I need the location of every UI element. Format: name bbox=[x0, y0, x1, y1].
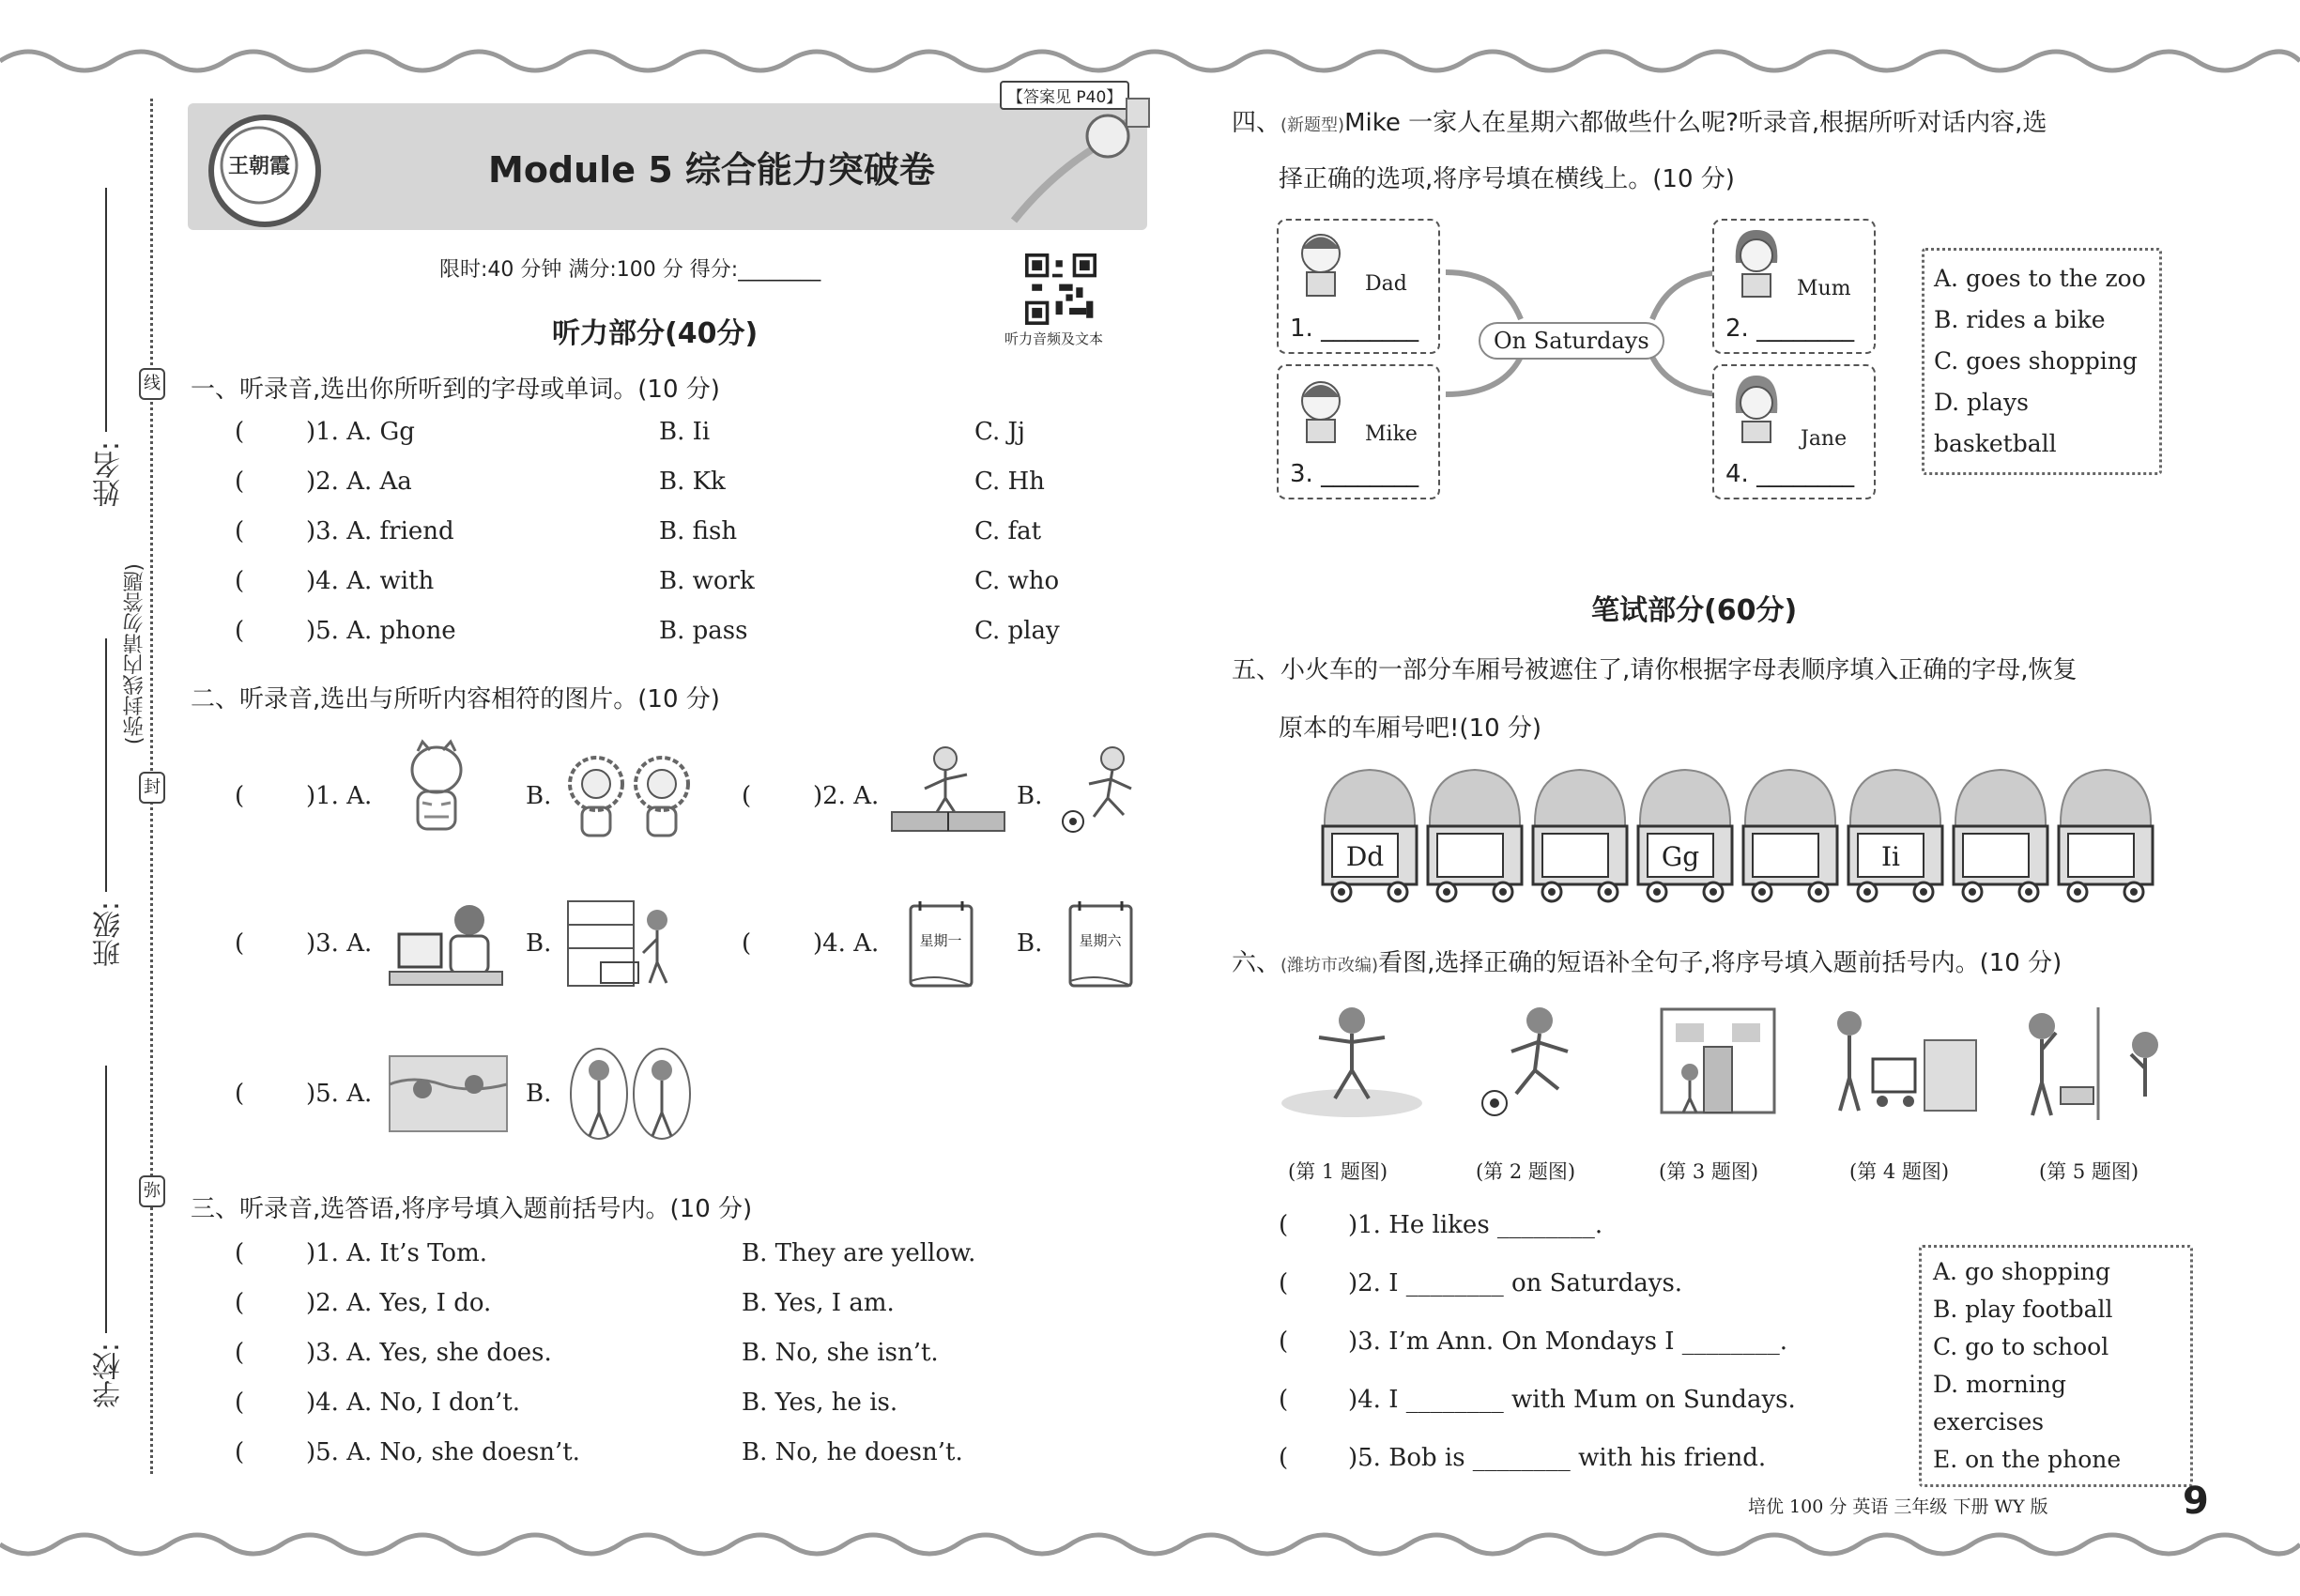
s1-option-b: B. pass bbox=[659, 617, 748, 645]
s3-option-b: B. Yes, I am. bbox=[742, 1289, 895, 1317]
dad-label: Dad bbox=[1365, 272, 1407, 296]
answer-paren[interactable]: ( bbox=[1279, 1269, 1289, 1297]
train-car bbox=[1529, 762, 1631, 903]
q2-5b-skipping-picture[interactable] bbox=[563, 1047, 699, 1150]
person-card-dad bbox=[1277, 219, 1440, 354]
section-4-heading-line2: 择正确的选项,将序号填在横线上。(10 分) bbox=[1279, 165, 1735, 193]
train-car bbox=[1424, 762, 1526, 903]
train-car bbox=[1740, 762, 1841, 903]
s3-option-a: )4. A. No, I don’t. bbox=[306, 1389, 521, 1417]
s2-option-a-label: )5. A. bbox=[306, 1080, 373, 1108]
answer-reference-tag: 【答案见 P40】 bbox=[1000, 81, 1129, 110]
page-title: Module 5 综合能力突破卷 bbox=[488, 149, 935, 191]
answer-paren[interactable]: ( bbox=[1279, 1386, 1289, 1414]
name-blank[interactable] bbox=[105, 188, 107, 432]
writing-title: 笔试部分(60分) bbox=[1591, 594, 1798, 627]
train-car-drawing bbox=[1950, 762, 2051, 903]
name-label: 姓名: bbox=[93, 441, 126, 508]
train-car-drawing bbox=[1634, 762, 1736, 903]
train-car bbox=[1950, 762, 2051, 903]
q2-3b-shopping-picture[interactable] bbox=[563, 897, 681, 990]
s1-option-b: B. Ii bbox=[659, 418, 711, 446]
mike-face-icon bbox=[1293, 371, 1349, 446]
s2-option-a-label: )3. A. bbox=[306, 929, 373, 958]
q2-4b-calendar-picture[interactable] bbox=[1061, 897, 1141, 995]
mascot-illustration bbox=[995, 89, 1155, 230]
s1-option-c: C. fat bbox=[974, 517, 1042, 545]
s6-option-b: B. play football bbox=[1933, 1296, 2113, 1323]
s1-option-c: C. who bbox=[974, 567, 1060, 595]
calendar-b-label: 星期六 bbox=[1079, 932, 1122, 949]
s6-pic1-exercises[interactable] bbox=[1277, 1000, 1427, 1122]
footer-text: 培优 100 分 英语 三年级 下册 WY 版 bbox=[1748, 1496, 2048, 1517]
s3-option-b: B. Yes, he is. bbox=[742, 1389, 898, 1417]
answer-paren[interactable]: ( bbox=[1279, 1444, 1289, 1472]
s4-option-b: B. rides a bike bbox=[1934, 306, 2106, 333]
q2-2b-football-picture[interactable] bbox=[1056, 742, 1150, 840]
section-6-heading: 六、(潍坊市改编)看图,选择正确的短语补全句子,将序号填入题前括号内。(10 分) bbox=[1232, 949, 2062, 977]
section-1-heading: 一、听录音,选出你所听到的字母或单词。(10 分) bbox=[191, 376, 720, 404]
answer-paren[interactable]: ( bbox=[742, 782, 752, 810]
answer-paren[interactable]: ( bbox=[235, 1289, 245, 1317]
mindmap-center-bubble: On Saturdays bbox=[1479, 322, 1664, 360]
train-car bbox=[1634, 762, 1736, 903]
s2-option-a-label: )1. A. bbox=[306, 782, 373, 810]
s1-option-b: B. work bbox=[659, 567, 755, 595]
mike-label: Mike bbox=[1365, 422, 1418, 446]
logo bbox=[208, 115, 321, 227]
person-card-mum bbox=[1712, 219, 1876, 354]
s3-option-a: )1. A. It’s Tom. bbox=[306, 1239, 488, 1267]
s6-sentence[interactable]: )3. I’m Ann. On Mondays I ________. bbox=[1348, 1327, 1788, 1356]
s6-option-c: C. go to school bbox=[1933, 1333, 2109, 1360]
section-6-options-box bbox=[1919, 1245, 2193, 1487]
s1-option-c: C. Jj bbox=[974, 418, 1025, 446]
q2-3a-computer-picture[interactable] bbox=[385, 897, 507, 990]
section-4-options-box bbox=[1922, 248, 2162, 475]
s2-option-b-label: B. bbox=[526, 782, 552, 810]
exam-limit-line: 限时:40 分钟 满分:100 分 得分:________ bbox=[439, 258, 821, 282]
calendar-a-label: 星期一 bbox=[919, 932, 962, 949]
s6-picture-caption: (第 5 题图) bbox=[2039, 1160, 2139, 1183]
s6-pic2-football[interactable] bbox=[1474, 1000, 1596, 1122]
answer-paren[interactable]: ( bbox=[235, 617, 245, 645]
mum-label: Mum bbox=[1797, 277, 1851, 300]
person-card-mike bbox=[1277, 364, 1440, 499]
section-5-heading-line2: 原本的车厢号吧!(10 分) bbox=[1279, 714, 1542, 743]
jane-answer-blank[interactable]: 4. ________ bbox=[1725, 460, 1855, 488]
s4-option-a: A. goes to the zoo bbox=[1934, 265, 2146, 292]
s3-option-a: )2. A. Yes, I do. bbox=[306, 1289, 492, 1317]
listening-title: 听力部分(40分) bbox=[552, 317, 759, 350]
s3-option-b: B. No, he doesn’t. bbox=[742, 1438, 963, 1466]
train-car-number: Dd bbox=[1345, 841, 1385, 872]
mike-answer-blank[interactable]: 3. ________ bbox=[1290, 460, 1419, 488]
s3-option-a: )3. A. Yes, she does. bbox=[306, 1339, 552, 1367]
s1-option-c: C. play bbox=[974, 617, 1060, 645]
train-car-number: Ii bbox=[1880, 841, 1900, 872]
q2-5a-swimming-picture[interactable] bbox=[385, 1047, 512, 1141]
s6-picture-caption: (第 1 题图) bbox=[1288, 1160, 1388, 1183]
s6-sentence[interactable]: )1. He likes ________. bbox=[1348, 1211, 1603, 1239]
s1-option-b: B. fish bbox=[659, 517, 738, 545]
s6-pic3-school[interactable] bbox=[1652, 1005, 1784, 1122]
top-wave-border bbox=[0, 38, 2300, 75]
s6-option-e: E. on the phone bbox=[1933, 1446, 2122, 1473]
answer-paren[interactable]: ( bbox=[235, 1438, 245, 1466]
s2-option-b-label: B. bbox=[526, 929, 552, 958]
s2-option-b-label: B. bbox=[1017, 929, 1043, 958]
s6-option-a: A. go shopping bbox=[1933, 1258, 2111, 1285]
train-car bbox=[2055, 762, 2156, 903]
s6-sentence[interactable]: )5. Bob is ________ with his friend. bbox=[1348, 1444, 1767, 1472]
answer-paren[interactable]: ( bbox=[235, 1239, 245, 1267]
school-blank[interactable] bbox=[105, 1066, 107, 1333]
class-blank[interactable] bbox=[105, 638, 107, 892]
jane-face-icon bbox=[1728, 371, 1785, 446]
s6-picture-caption: (第 2 题图) bbox=[1476, 1160, 1576, 1183]
s6-picture-caption: (第 4 题图) bbox=[1849, 1160, 1950, 1183]
train-car-drawing bbox=[2055, 762, 2156, 903]
s1-option-b: B. Kk bbox=[659, 468, 726, 496]
answer-paren[interactable]: ( bbox=[235, 929, 245, 958]
s3-option-a: )5. A. No, she doesn’t. bbox=[306, 1438, 580, 1466]
svg-text:王朝霞: 王朝霞 bbox=[227, 154, 291, 178]
dad-face-icon bbox=[1293, 225, 1349, 300]
s4-option-c: C. goes shopping bbox=[1934, 347, 2138, 375]
section-3-heading: 三、听录音,选答语,将序号填入题前括号内。(10 分) bbox=[191, 1195, 753, 1223]
seal-xian: 线 bbox=[139, 368, 165, 400]
section-4-heading: 四、(新题型)Mike 一家人在星期六都做些什么呢?听录音,根据所听对话内容,选 bbox=[1232, 109, 2047, 137]
s1-option-c: C. Hh bbox=[974, 468, 1045, 496]
page-number: 9 bbox=[2183, 1480, 2209, 1523]
answer-paren[interactable]: ( bbox=[235, 1339, 245, 1367]
s1-option-a: )4. A. with bbox=[306, 567, 435, 595]
qr-caption: 听力音频及文本 bbox=[1004, 330, 1104, 347]
train-car bbox=[1845, 762, 1946, 903]
dad-answer-blank[interactable]: 1. ________ bbox=[1290, 315, 1419, 343]
s6-sentence[interactable]: )2. I ________ on Saturdays. bbox=[1348, 1269, 1683, 1297]
bottom-wave-border bbox=[0, 1530, 2300, 1568]
s6-pic5-phone[interactable] bbox=[2004, 1003, 2187, 1125]
s1-option-a: )3. A. friend bbox=[306, 517, 454, 545]
section-5-heading: 五、小火车的一部分车厢号被遮住了,请你根据字母表顺序填入正确的字母,恢复 bbox=[1232, 656, 2078, 684]
s6-pic4-shopping[interactable] bbox=[1826, 1003, 1981, 1125]
s2-option-a-label: )4. A. bbox=[813, 929, 880, 958]
class-label: 班级: bbox=[93, 901, 126, 968]
train-car-number: Gg bbox=[1661, 841, 1700, 872]
answer-paren[interactable]: ( bbox=[235, 782, 245, 810]
school-label: 学校: bbox=[93, 1343, 126, 1409]
answer-paren[interactable]: ( bbox=[235, 468, 245, 496]
q2-4a-calendar-picture[interactable] bbox=[901, 897, 981, 995]
answer-paren[interactable]: ( bbox=[235, 567, 245, 595]
s1-option-a: )2. A. Aa bbox=[306, 468, 412, 496]
q2-2a-pingpong-picture[interactable] bbox=[887, 742, 1009, 840]
s2-option-b-label: B. bbox=[526, 1080, 552, 1108]
s2-option-b-label: B. bbox=[1017, 782, 1043, 810]
q2-1a-tiger-picture[interactable] bbox=[404, 737, 469, 840]
answer-paren[interactable]: ( bbox=[235, 1389, 245, 1417]
seal-feng: 封 bbox=[139, 772, 165, 804]
train-car-drawing bbox=[1424, 762, 1526, 903]
mum-face-icon bbox=[1728, 225, 1785, 300]
binding-notice: (弥封线内请勿答题) bbox=[123, 563, 146, 745]
answer-paren[interactable]: ( bbox=[235, 1080, 245, 1108]
s1-option-a: )1. A. Gg bbox=[306, 418, 415, 446]
seal-mi: 弥 bbox=[139, 1175, 165, 1207]
train-car-drawing bbox=[1845, 762, 1946, 903]
s6-sentence[interactable]: )4. I ________ with Mum on Sundays. bbox=[1348, 1386, 1796, 1414]
s2-option-a-label: )2. A. bbox=[813, 782, 880, 810]
person-card-jane bbox=[1712, 364, 1876, 499]
s3-option-b: B. No, she isn’t. bbox=[742, 1339, 939, 1367]
section-2-heading: 二、听录音,选出与所听内容相符的图片。(10 分) bbox=[191, 685, 720, 714]
answer-paren[interactable]: ( bbox=[235, 517, 245, 545]
s6-option-d: D. morning exercises bbox=[1933, 1371, 2066, 1435]
answer-paren[interactable]: ( bbox=[1279, 1211, 1289, 1239]
train-car bbox=[1319, 762, 1420, 903]
answer-paren[interactable]: ( bbox=[1279, 1327, 1289, 1356]
s6-picture-caption: (第 3 题图) bbox=[1659, 1160, 1759, 1183]
q2-1b-lions-picture[interactable] bbox=[563, 751, 695, 840]
jane-label: Jane bbox=[1801, 427, 1848, 451]
qr-code[interactable] bbox=[1025, 253, 1096, 325]
answer-paren[interactable]: ( bbox=[235, 418, 245, 446]
s1-option-a: )5. A. phone bbox=[306, 617, 456, 645]
s3-option-b: B. They are yellow. bbox=[742, 1239, 976, 1267]
s4-option-d: D. plays basketball bbox=[1934, 389, 2057, 457]
train-car-drawing bbox=[1319, 762, 1420, 903]
answer-paren[interactable]: ( bbox=[742, 929, 752, 958]
mum-answer-blank[interactable]: 2. ________ bbox=[1725, 315, 1855, 343]
train-car-drawing bbox=[1740, 762, 1841, 903]
train-car-drawing bbox=[1529, 762, 1631, 903]
